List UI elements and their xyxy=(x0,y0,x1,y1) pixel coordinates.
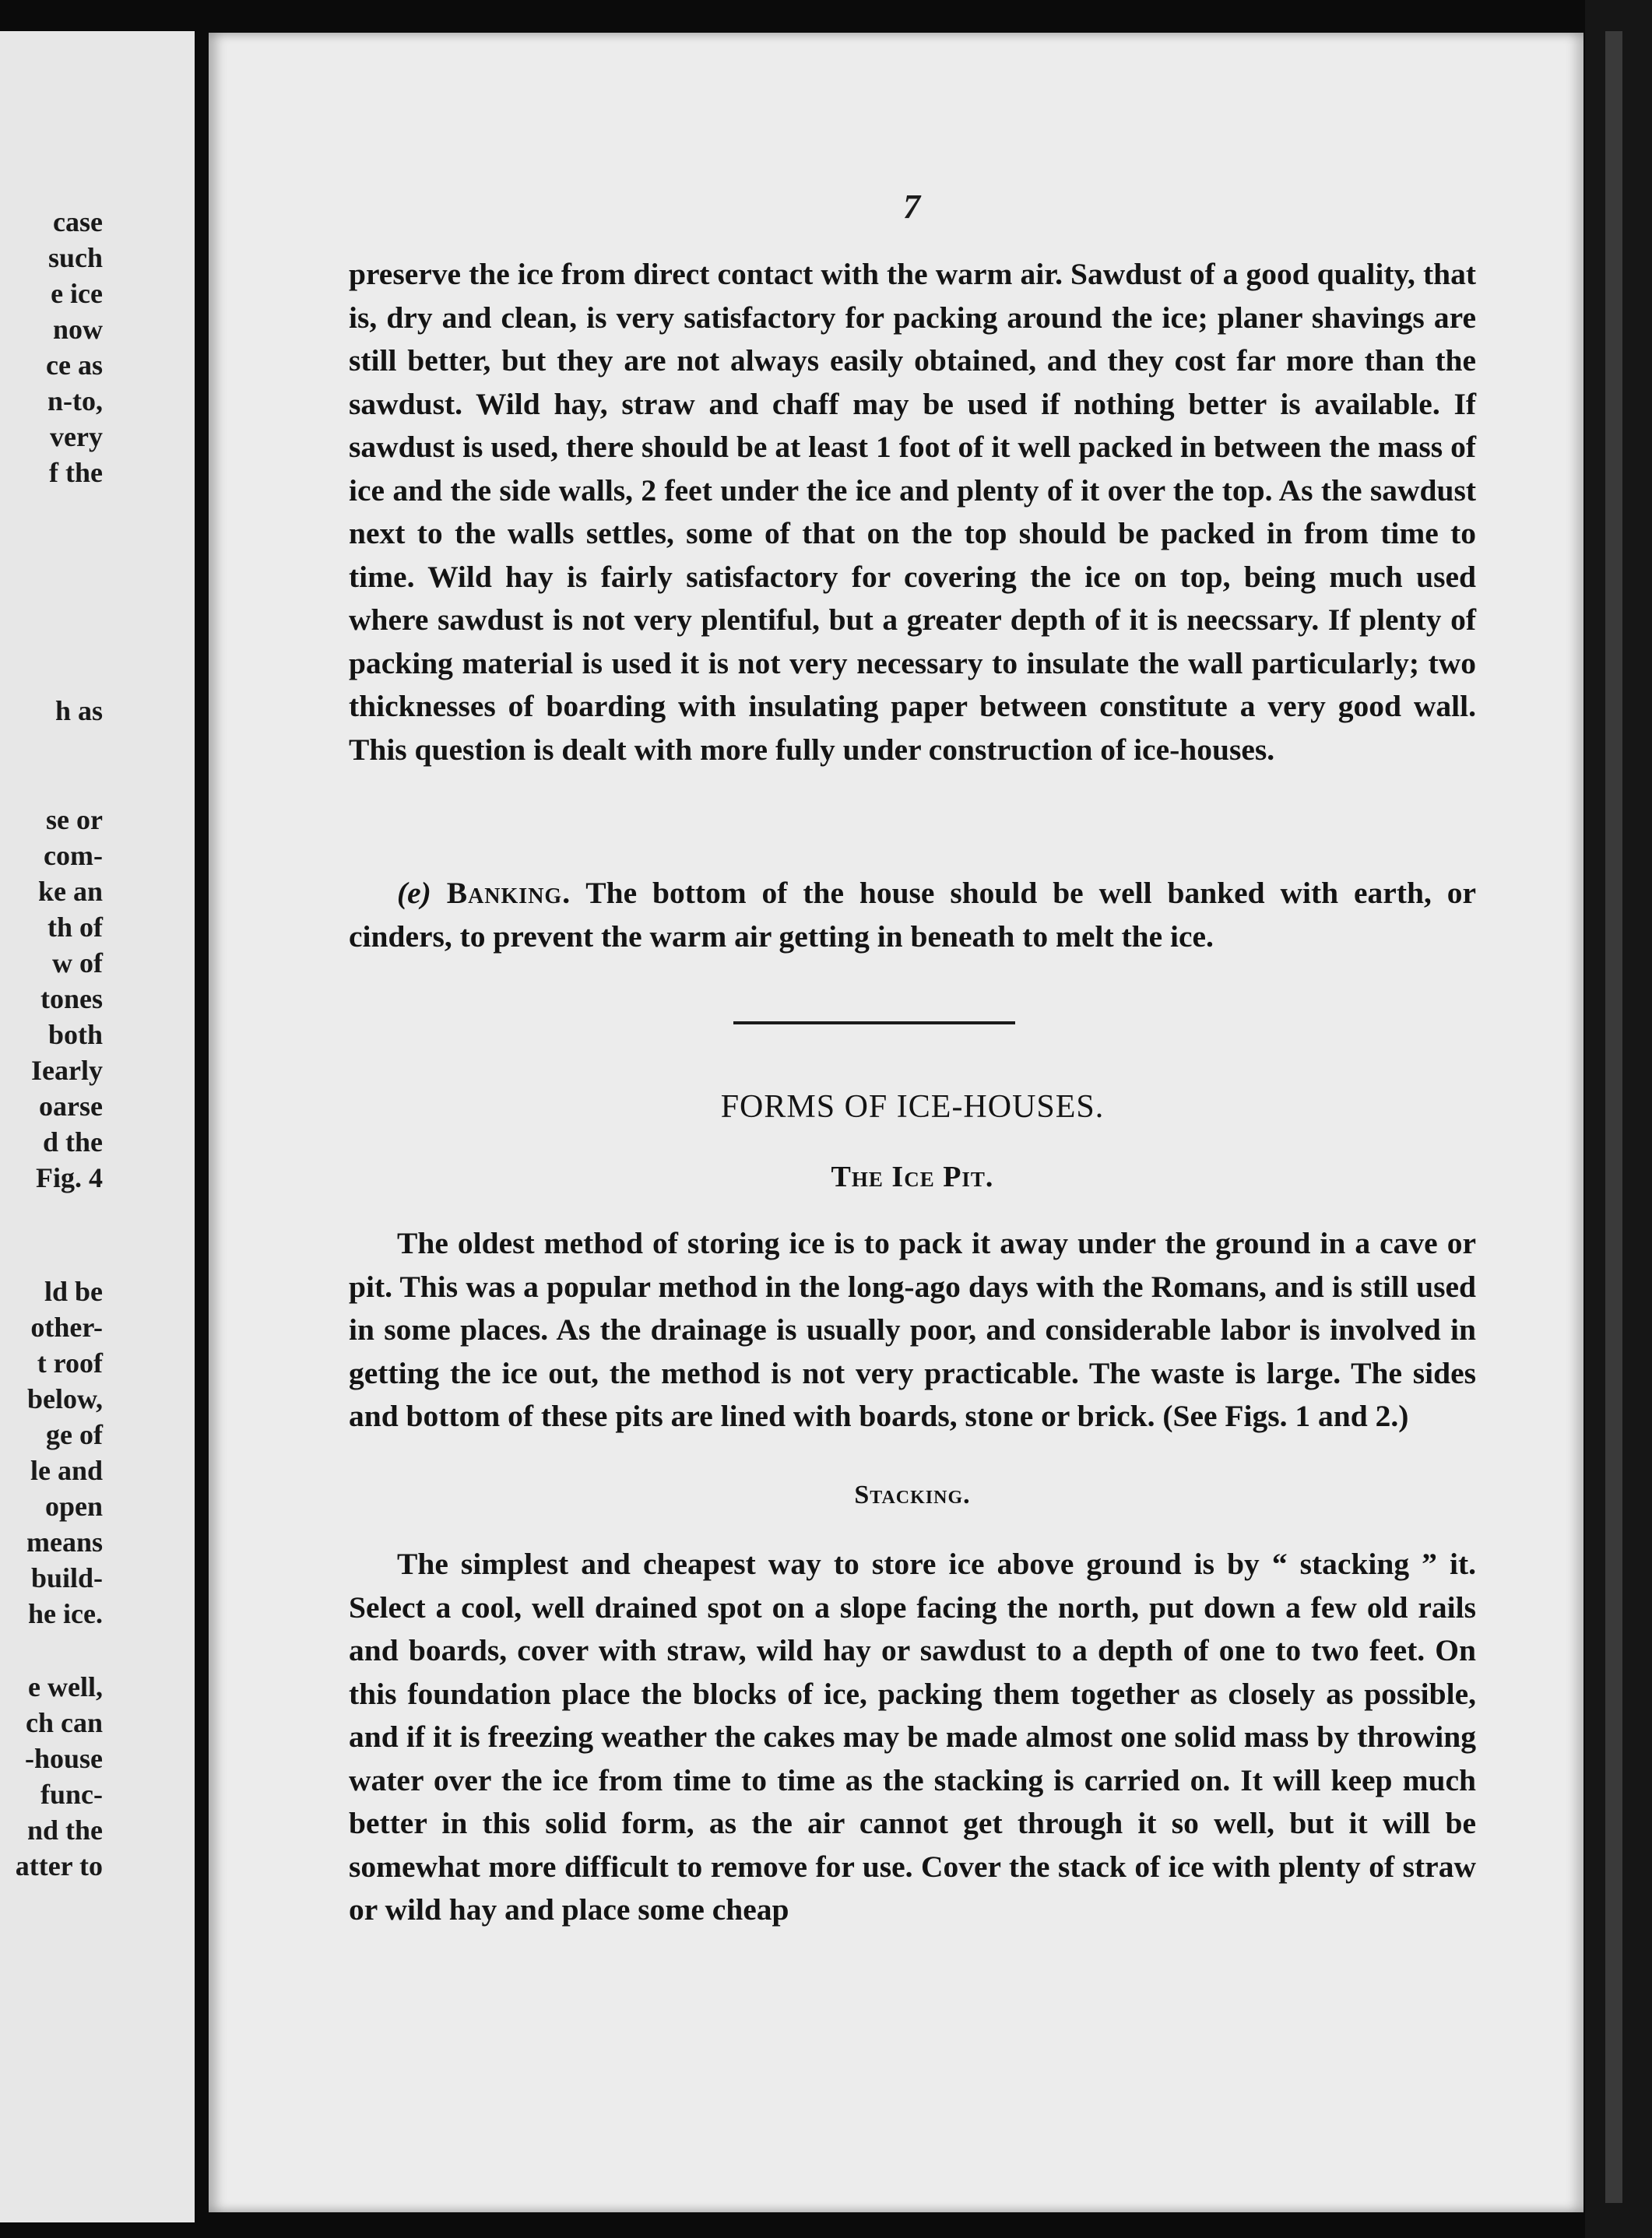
left-page-fragment-line: nd the xyxy=(26,1815,103,1846)
left-page-fragment-line: ce as xyxy=(46,350,103,381)
left-page-fragment-line: e ice xyxy=(51,278,103,309)
paragraph-packing: preserve the ice from direct contact with the warm air. Sawdust of a good quality, that is, dry and clean, is very satisfactory for packing around the ice; planer shavings are still better, but they are not always easily obtained, and they cost far more than the sawdust. Wild hay, straw and chaff may be used if nothing better is available. If sawdust is used, there should be at least 1 foot of it well packed in between the mass of ice and the side walls, 2 feet under the ice and plenty of it over the top. As the sawdust next to the walls settles, some of that on the top should be packed in from time to time. Wild hay is fairly satisfactory for covering the ice on top, being much used where sawdust is not very plentiful, but a greater depth of it is neecssary. If plenty of packing material is used it is not very necessary to insulate the wall particularly; two thicknesses of boarding with insulating paper between constitute a very good wall. This question is dealt with more fully under construction of ice-houses. xyxy=(349,257,1476,767)
right-page-strip xyxy=(1605,31,1622,2203)
banking-label: (e) xyxy=(397,876,431,910)
paragraph-banking xyxy=(349,872,1476,958)
left-page-fragment-line: now xyxy=(52,314,103,345)
left-page-fragment-line: h as xyxy=(54,695,103,726)
paragraph-ice-pit xyxy=(349,1222,1476,1439)
left-page-fragment-line: Fig. 4 xyxy=(36,1162,103,1193)
left-page-fragment-line: func- xyxy=(40,1779,103,1810)
left-page-fragment-line: tones xyxy=(40,983,103,1014)
left-page-fragment-line: ge of xyxy=(46,1419,103,1450)
left-page-fragment-line: he ice. xyxy=(28,1598,103,1629)
left-page-fragment-line: n-to, xyxy=(47,385,103,416)
left-page-fragment-line: below, xyxy=(26,1383,103,1414)
left-page-fragment-line: case xyxy=(53,206,103,237)
paragraph-stacking xyxy=(349,1543,1476,1932)
left-page-fragment-line: other- xyxy=(30,1312,103,1343)
left-page-fragment-line: Iearly xyxy=(31,1055,103,1086)
left-page-fragment-line: th of xyxy=(47,912,103,943)
left-page-fragment-line: atter to xyxy=(15,1850,103,1881)
left-page-fragment-line: -house xyxy=(24,1743,103,1774)
left-page-fragment-line: d the xyxy=(42,1126,103,1158)
left-page-fragment-line: f the xyxy=(49,457,103,488)
left-page-fragment-line: means xyxy=(26,1527,103,1558)
left-page-fragment-line: such xyxy=(47,242,103,273)
heading-stacking: Stacking. xyxy=(854,1481,971,1509)
left-page-fragment-line: t roof xyxy=(37,1347,103,1379)
left-page-fragment-line: ld be xyxy=(44,1276,103,1307)
stacking-text: The simplest and cheapest way to store ice above ground is by “ stacking ” it. Select a cool, well drained spot on a slope facing the north, put down a few old rails and boards, cover with straw, wild hay or sawdust to a depth of one to two feet. On this foundation place the blocks of ice, packing them together as closely as possible, and if it is freezing weather the cakes may be made almost one solid mass by throwing water over the ice from time to time as the stacking is carried on. It will keep much better in this solid form, as the air cannot get through it so well, but it will be somewhat more difficult to remove for use. Cover the stack of ice with plenty of straw or wild hay and place some cheap xyxy=(349,1547,1476,1927)
left-page-fragment xyxy=(0,31,195,2222)
left-page-fragment-line: open xyxy=(44,1491,103,1522)
left-page-fragment-line: both xyxy=(47,1019,103,1050)
heading-ice-pit: The Ice Pit. xyxy=(831,1161,994,1193)
left-page-fragment-line: e well, xyxy=(28,1671,103,1702)
banking-title: Banking. xyxy=(446,876,571,910)
heading-forms-of-ice-houses: FORMS OF ICE-HOUSES. xyxy=(720,1089,1105,1125)
left-page-fragment-line: very xyxy=(50,421,103,452)
page-number: 7 xyxy=(903,188,920,226)
left-page-fragment-line: le and xyxy=(30,1455,103,1486)
banking-text: The bottom of the house should be well banked with earth, or cinders, to prevent the warm air getting in beneath to melt the ice. xyxy=(349,876,1476,954)
left-page-fragment-line: ke an xyxy=(37,876,103,907)
left-page-fragment-line: oarse xyxy=(39,1091,103,1122)
section-divider xyxy=(733,1021,1015,1024)
ice-pit-text: The oldest method of storing ice is to pack it away under the ground in a cave or pit. This was a popular method in the long-ago days with the Romans, and is still used in some places. As the drainage is usually poor, and considerable labor is involved in getting the ice out, the method is not very practicable. The waste is large. The sides and bottom of these pits are lined with boards, stone or brick. (See Figs. 1 and 2.) xyxy=(349,1226,1476,1433)
left-page-fragment-line: com- xyxy=(44,840,103,871)
left-page-fragment-line: se or xyxy=(46,804,103,835)
left-page-fragment-line: w of xyxy=(52,947,103,978)
left-page-fragment-line: ch can xyxy=(26,1707,103,1738)
left-page-fragment-line: build- xyxy=(30,1562,103,1593)
